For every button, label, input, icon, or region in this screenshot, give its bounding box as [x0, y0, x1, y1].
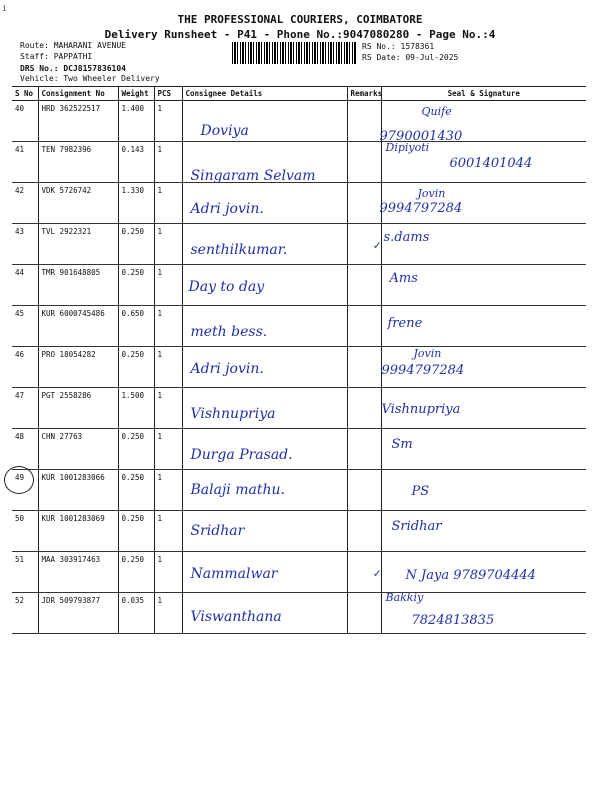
sno-cell: 50 — [12, 511, 38, 552]
signature-text: Vishnupriya — [381, 402, 461, 417]
pcs-cell: 1 — [154, 511, 182, 552]
signature-text: PS — [411, 484, 430, 499]
table-row — [12, 306, 586, 347]
pcs-cell: 1 — [154, 552, 182, 593]
table-row — [12, 101, 586, 142]
table-row — [12, 142, 586, 183]
signature-initials: Jovin — [413, 347, 442, 360]
remarks-cell — [347, 511, 381, 552]
pcs-cell: 1 — [154, 224, 182, 265]
weight-cell: 0.035 — [118, 593, 154, 634]
table-row — [12, 347, 586, 388]
consignee-name: Singaram Selvam — [190, 168, 316, 184]
remarks-cell — [347, 429, 381, 470]
table-row — [12, 511, 586, 552]
consignment-cell: KUR 6000745486 — [38, 306, 118, 347]
weight-cell: 1.400 — [118, 101, 154, 142]
consignee-cell — [182, 265, 347, 306]
runsheet-title: Delivery Runsheet - P41 - Phone No.:9047080280 - Page No.:4 — [104, 28, 496, 41]
col-signature: Seal & Signature — [381, 87, 586, 101]
consignment-cell: TEN 7982396 — [38, 142, 118, 183]
table-row — [12, 593, 586, 634]
pcs-cell: 1 — [154, 470, 182, 511]
col-remarks: Remarks — [347, 87, 381, 101]
weight-cell: 0.250 — [118, 511, 154, 552]
table-row — [12, 388, 586, 429]
remarks-cell — [347, 265, 381, 306]
signature-cell — [381, 183, 586, 224]
pcs-cell: 1 — [154, 429, 182, 470]
check-mark: ✓ — [373, 238, 381, 252]
signature-cell — [373, 552, 586, 593]
consignee-cell — [182, 388, 347, 429]
signature-text: 7824813835 — [411, 613, 495, 628]
signature-cell — [381, 470, 586, 511]
signature-text: 6001401044 — [449, 156, 533, 171]
route-label: Route: MAHARANI AVENUE — [20, 41, 126, 50]
remarks-cell — [347, 347, 381, 388]
table-row — [12, 224, 586, 265]
barcode — [232, 42, 356, 64]
signature-initials: Dipiyoti — [385, 141, 430, 154]
weight-cell: 0.650 — [118, 306, 154, 347]
consignee-cell — [182, 101, 347, 142]
weight-cell: 1.500 — [118, 388, 154, 429]
signature-cell — [381, 388, 586, 429]
consignee-cell — [182, 183, 347, 224]
consignee-cell — [182, 142, 347, 183]
signature-cell — [381, 511, 586, 552]
consignment-cell: JDR 509793877 — [38, 593, 118, 634]
consignee-name: Balaji mathu. — [190, 482, 285, 498]
consignee-name: Viswanthana — [190, 609, 282, 625]
signature-text: Sridhar — [391, 519, 442, 534]
remarks-cell — [347, 101, 381, 142]
weight-cell: 0.250 — [118, 552, 154, 593]
consignment-cell: KUR 1001283066 — [38, 470, 118, 511]
pcs-cell: 1 — [154, 142, 182, 183]
consignee-name: Nammalwar — [190, 566, 278, 582]
consignee-name: Doviya — [200, 123, 249, 139]
signature-initials: Bakkiy — [385, 591, 424, 604]
consignee-name: Durga Prasad. — [190, 447, 293, 463]
pcs-cell: 1 — [154, 306, 182, 347]
consignee-cell — [182, 429, 347, 470]
consignee-name: senthilkumar. — [190, 242, 288, 258]
pcs-cell: 1 — [154, 265, 182, 306]
table-row — [12, 552, 586, 593]
consignment-cell: HRD 362522517 — [38, 101, 118, 142]
signature-cell — [381, 265, 586, 306]
consignee-cell — [182, 593, 347, 634]
table-row — [12, 470, 586, 511]
check-mark: ✓ — [373, 566, 381, 580]
weight-cell: 1.330 — [118, 183, 154, 224]
sno-cell: 42 — [12, 183, 38, 224]
pcs-cell: 1 — [154, 101, 182, 142]
sno-cell: 47 — [12, 388, 38, 429]
runsheet-table — [12, 86, 586, 634]
col-weight: Weight — [118, 87, 154, 101]
sno-cell: 52 — [12, 593, 38, 634]
staff-label: Staff: PAPPATHI — [20, 52, 93, 61]
margin-mark: i — [2, 4, 7, 13]
pcs-cell: 1 — [154, 593, 182, 634]
remarks-cell — [347, 183, 381, 224]
signature-text: 9994797284 — [381, 363, 465, 378]
vehicle-label: Vehicle: Two Wheeler Delivery — [20, 74, 160, 83]
weight-cell: 0.250 — [118, 347, 154, 388]
consignee-cell — [182, 470, 347, 511]
pcs-cell: 1 — [154, 388, 182, 429]
consignment-cell: CHN 27763 — [38, 429, 118, 470]
consignment-cell: PGT 2558286 — [38, 388, 118, 429]
consignment-cell: TMR 901648805 — [38, 265, 118, 306]
row-49-circle-mark — [4, 466, 34, 494]
signature-text: N Jaya 9789704444 — [405, 568, 536, 583]
consignee-cell — [182, 552, 347, 593]
signature-text: 9994797284 — [379, 201, 463, 216]
signature-text: Ams — [389, 271, 418, 286]
table-row — [12, 265, 586, 306]
rs-date: RS Date: 09-Jul-2025 — [362, 53, 459, 62]
consignee-name: Adri jovin. — [190, 201, 264, 217]
remarks-cell — [347, 470, 381, 511]
signature-cell — [381, 429, 586, 470]
weight-cell: 0.250 — [118, 265, 154, 306]
consignee-name: Vishnupriya — [190, 406, 276, 422]
col-sno: S No — [12, 87, 38, 101]
drs-label: DRS No.: DCJ8157836104 — [20, 64, 126, 73]
sno-cell: 41 — [12, 142, 38, 183]
signature-text: 9790001430 — [379, 129, 463, 144]
weight-cell: 0.250 — [118, 429, 154, 470]
pcs-cell: 1 — [154, 183, 182, 224]
consignment-cell: PRO 18054282 — [38, 347, 118, 388]
weight-cell: 0.143 — [118, 142, 154, 183]
signature-text: Sm — [391, 437, 413, 452]
consignment-cell: VDK 5726742 — [38, 183, 118, 224]
signature-cell — [381, 593, 586, 634]
table-header-row — [12, 87, 586, 101]
consignment-cell: TVL 2922321 — [38, 224, 118, 265]
sno-cell: 51 — [12, 552, 38, 593]
signature-cell — [381, 142, 586, 183]
sno-cell: 46 — [12, 347, 38, 388]
signature-initials: Quife — [421, 105, 452, 118]
signature-initials: Jovin — [417, 187, 446, 200]
table-row — [12, 183, 586, 224]
consignee-cell — [182, 224, 347, 265]
signature-cell — [373, 224, 586, 265]
col-pcs: PCS — [154, 87, 182, 101]
rs-number: RS No.: 1578361 — [362, 42, 435, 51]
consignee-name: Day to day — [188, 279, 265, 295]
remarks-cell — [347, 142, 381, 183]
col-consignee: Consignee Details — [182, 87, 347, 101]
remarks-cell — [347, 306, 381, 347]
pcs-cell: 1 — [154, 347, 182, 388]
consignment-cell: KUR 1001283069 — [38, 511, 118, 552]
sno-cell: 44 — [12, 265, 38, 306]
signature-text: s.dams — [383, 230, 430, 245]
sno-cell: 45 — [12, 306, 38, 347]
consignee-name: Sridhar — [190, 523, 245, 539]
weight-cell: 0.250 — [118, 224, 154, 265]
sno-cell: 43 — [12, 224, 38, 265]
signature-cell — [381, 347, 586, 388]
consignee-cell — [182, 306, 347, 347]
consignee-cell — [182, 347, 347, 388]
table-row — [12, 429, 586, 470]
signature-cell — [381, 306, 586, 347]
sno-cell: 49 — [12, 470, 38, 511]
consignment-cell: MAA 303917463 — [38, 552, 118, 593]
consignee-cell — [182, 511, 347, 552]
signature-cell — [381, 101, 586, 142]
company-title: THE PROFESSIONAL COURIERS, COIMBATORE — [177, 13, 423, 26]
consignee-name: meth bess. — [190, 324, 268, 340]
sno-cell: 48 — [12, 429, 38, 470]
weight-cell: 0.250 — [118, 470, 154, 511]
col-consignment: Consignment No — [38, 87, 118, 101]
sno-cell: 40 — [12, 101, 38, 142]
signature-text: frene — [387, 316, 423, 331]
remarks-cell — [347, 593, 381, 634]
remarks-cell — [347, 388, 381, 429]
consignee-name: Adri jovin. — [190, 361, 264, 377]
